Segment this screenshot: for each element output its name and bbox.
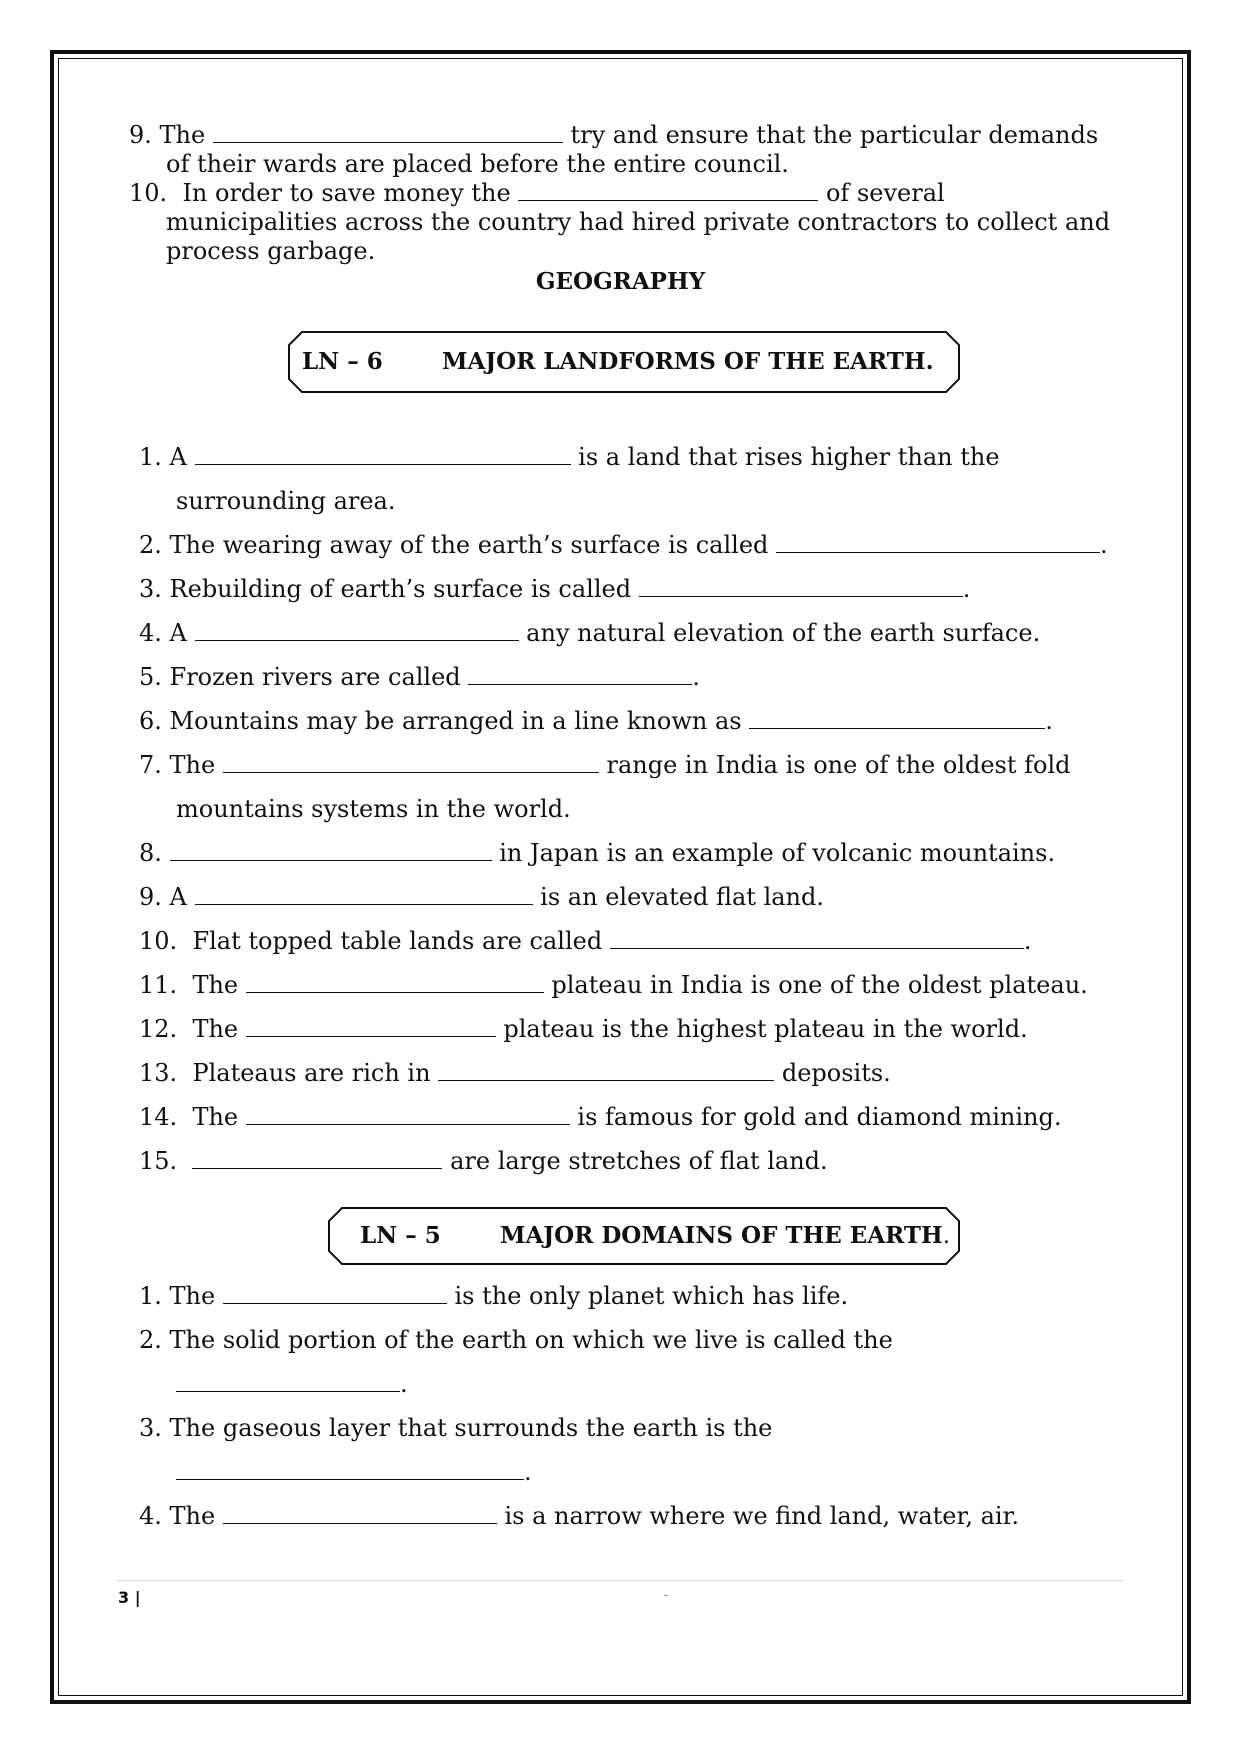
- footer-center-mark: -: [664, 1588, 669, 1602]
- answer-blank[interactable]: [176, 1369, 400, 1392]
- answer-blank[interactable]: [518, 178, 818, 201]
- ln5-code: LN – 5: [360, 1222, 441, 1249]
- ln6-question-13: 13. Plateaus are rich in deposits.: [139, 1059, 891, 1087]
- ln6-question-4: 4. A any natural elevation of the earth surface.: [139, 619, 1041, 647]
- ln6-question-10: 10. Flat topped table lands are called .: [139, 927, 1032, 955]
- answer-blank[interactable]: [438, 1058, 774, 1081]
- ln5-question-3: 3. The gaseous layer that surrounds the earth is the: [139, 1414, 773, 1442]
- ln5-question-3-line2: .: [176, 1457, 532, 1487]
- ln6-question-8: 8. in Japan is an example of volcanic mountains.: [139, 839, 1056, 867]
- answer-blank[interactable]: [246, 1014, 496, 1037]
- ln6-question-6: 6. Mountains may be arranged in a line known as .: [139, 707, 1053, 735]
- ln6-question-2: 2. The wearing away of the earth’s surface is called .: [139, 531, 1108, 559]
- answer-blank[interactable]: [170, 838, 492, 861]
- page-number: 3 |: [118, 1588, 141, 1607]
- answer-blank[interactable]: [223, 750, 599, 773]
- page-border-inner: [58, 58, 1183, 1696]
- answer-blank[interactable]: [223, 1501, 497, 1524]
- ln6-question-1: 1. A is a land that rises higher than the: [139, 443, 1000, 471]
- answer-blank[interactable]: [195, 618, 519, 641]
- answer-blank[interactable]: [246, 970, 544, 993]
- ln6-question-3: 3. Rebuilding of earth’s surface is called .: [139, 575, 971, 603]
- answer-blank[interactable]: [776, 530, 1100, 553]
- answer-blank[interactable]: [749, 706, 1045, 729]
- ln6-question-7: 7. The range in India is one of the oldest fold: [139, 751, 1071, 779]
- answer-blank[interactable]: [223, 1281, 447, 1304]
- ln6-question-9: 9. A is an elevated flat land.: [139, 883, 824, 911]
- answer-blank[interactable]: [195, 882, 533, 905]
- ln6-question-5: 5. Frozen rivers are called .: [139, 663, 700, 691]
- footer-divider: [116, 1580, 1124, 1581]
- ln6-banner: [288, 331, 960, 393]
- ln5-title: MAJOR DOMAINS OF THE EARTH.: [500, 1222, 951, 1249]
- civics-question-10-line2: municipalities across the country had hired private contractors to collect and: [166, 208, 1111, 236]
- civics-question-10-line3: process garbage.: [166, 237, 376, 265]
- ln5-question-1: 1. The is the only planet which has life.: [139, 1282, 849, 1310]
- ln6-question-7-line2: mountains systems in the world.: [176, 795, 571, 823]
- answer-blank[interactable]: [195, 442, 571, 465]
- civics-question-10: 10. In order to save money the of several: [129, 179, 945, 207]
- ln5-banner: [328, 1207, 960, 1265]
- ln5-question-4: 4. The is a narrow where we find land, water, air.: [139, 1502, 1020, 1530]
- answer-blank[interactable]: [246, 1102, 570, 1125]
- ln6-code: LN – 6: [302, 348, 383, 375]
- ln6-question-1-line2: surrounding area.: [176, 487, 396, 515]
- answer-blank[interactable]: [468, 662, 692, 685]
- answer-blank[interactable]: [213, 120, 563, 143]
- ln6-title: MAJOR LANDFORMS OF THE EARTH.: [442, 348, 934, 375]
- civics-question-9-line2: of their wards are placed before the entire council.: [166, 150, 789, 178]
- answer-blank[interactable]: [610, 926, 1024, 949]
- ln6-question-15: 15. are large stretches of flat land.: [139, 1147, 828, 1175]
- answer-blank[interactable]: [176, 1457, 524, 1480]
- ln6-question-12: 12. The plateau is the highest plateau in the world.: [139, 1015, 1028, 1043]
- ln5-question-2: 2. The solid portion of the earth on which we live is called the: [139, 1326, 893, 1354]
- ln6-question-11: 11. The plateau in India is one of the oldest plateau.: [139, 971, 1088, 999]
- answer-blank[interactable]: [639, 574, 963, 597]
- answer-blank[interactable]: [192, 1146, 442, 1169]
- ln5-question-2-line2: .: [176, 1369, 408, 1399]
- section-title: GEOGRAPHY: [535, 268, 706, 295]
- civics-question-9: 9. The try and ensure that the particular demands: [129, 121, 1099, 149]
- ln6-question-14: 14. The is famous for gold and diamond mining.: [139, 1103, 1062, 1131]
